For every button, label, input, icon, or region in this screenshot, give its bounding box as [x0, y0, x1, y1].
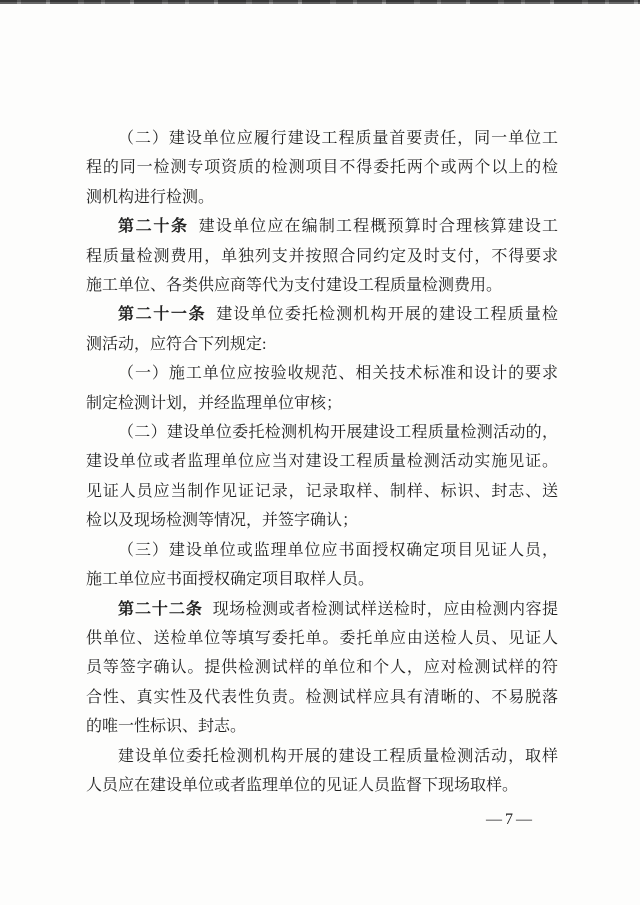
document-body [86, 124, 558, 800]
line-text: 施工单位应书面授权确定项目取样人员。 [86, 571, 375, 589]
paragraph [86, 742, 558, 801]
line-text: 现场检测或者检测试样送检时，应由检测内容提 [212, 600, 558, 618]
text-line [86, 271, 558, 300]
text-line [86, 242, 558, 271]
text-line [86, 124, 558, 153]
text-line [86, 624, 558, 653]
line-text: （二）建设单位应履行建设工程质量首要责任，同一单位工 [118, 130, 558, 147]
text-line [86, 506, 558, 535]
line-text: 检以及现场检测等情况，并签字确认； [86, 512, 359, 530]
line-text: 人员应在建设单位或者监理单位的见证人员监督下现场取样。 [86, 776, 519, 794]
paragraph [86, 124, 558, 212]
text-line [86, 477, 558, 506]
line-text: 建设单位委托检测机构开展的建设工程质量检测活动，取样 [118, 747, 558, 765]
line-text: 的唯一性标识、封志。 [86, 718, 247, 736]
paragraph [86, 418, 558, 536]
line-text: 员等签字确认。提供检测试样的单位和个人，应对检测试样的符 [86, 659, 558, 677]
line-text: （二）建设单位委托检测机构开展建设工程质量检测活动的， [118, 424, 558, 442]
paragraph [86, 595, 558, 742]
paragraph [86, 536, 558, 595]
line-text: （一）施工单位应按验收规范、相关技术标准和设计的要求 [118, 365, 558, 383]
text-line [86, 330, 558, 359]
line-text: 建设单位应在编制工程概预算时合理核算建设工 [198, 218, 558, 236]
text-line [86, 153, 558, 182]
text-line [86, 536, 558, 565]
line-text: 程的同一检测专项资质的检测项目不得委托两个或两个以上的检 [86, 159, 558, 177]
article-number: 第二十条 [118, 218, 189, 236]
text-line [86, 359, 558, 388]
line-text: 见证人员应当制作见证记录，记录取样、制样、标识、封志、送 [86, 482, 558, 500]
text-line [86, 683, 558, 712]
line-text: 供单位、送检单位等填写委托单。委托单应由送检人员、见证人 [86, 629, 558, 647]
line-text: 程质量检测费用，单独列支并按照合同约定及时支付，不得要求 [86, 247, 558, 265]
paragraph [86, 212, 558, 300]
scan-artifact-top-edge [0, 0, 640, 4]
article-number: 第二十一条 [118, 306, 207, 324]
article-number: 第二十二条 [118, 600, 203, 618]
paragraph [86, 359, 558, 418]
line-text: 建设单位或者监理单位应当对建设工程质量检测活动实施见证。 [86, 453, 558, 471]
text-line [86, 565, 558, 594]
text-line [86, 712, 558, 741]
line-text: （三）建设单位或监理单位应书面授权确定项目见证人员， [118, 541, 558, 559]
line-text: 测机构进行检测。 [86, 188, 215, 206]
line-text: 测活动，应符合下列规定: [86, 335, 267, 353]
text-line [86, 447, 558, 476]
text-line [86, 742, 558, 771]
text-line [86, 771, 558, 800]
text-line [86, 212, 558, 241]
line-text: 施工单位、各类供应商等代为支付建设工程质量检测费用。 [86, 277, 503, 295]
text-line [86, 653, 558, 682]
paragraph [86, 300, 558, 359]
text-line [86, 183, 558, 212]
page-number: — 7 — [486, 811, 533, 828]
line-text: 合性、真实性及代表性负责。检测试样应具有清晰的、不易脱落 [86, 688, 558, 706]
text-line [86, 389, 558, 418]
line-text: 建设单位委托检测机构开展的建设工程质量检 [216, 306, 558, 324]
text-line [86, 595, 558, 624]
text-line [86, 418, 558, 447]
line-text: 制定检测计划，并经监理单位审核； [86, 394, 343, 412]
text-line [86, 300, 558, 329]
